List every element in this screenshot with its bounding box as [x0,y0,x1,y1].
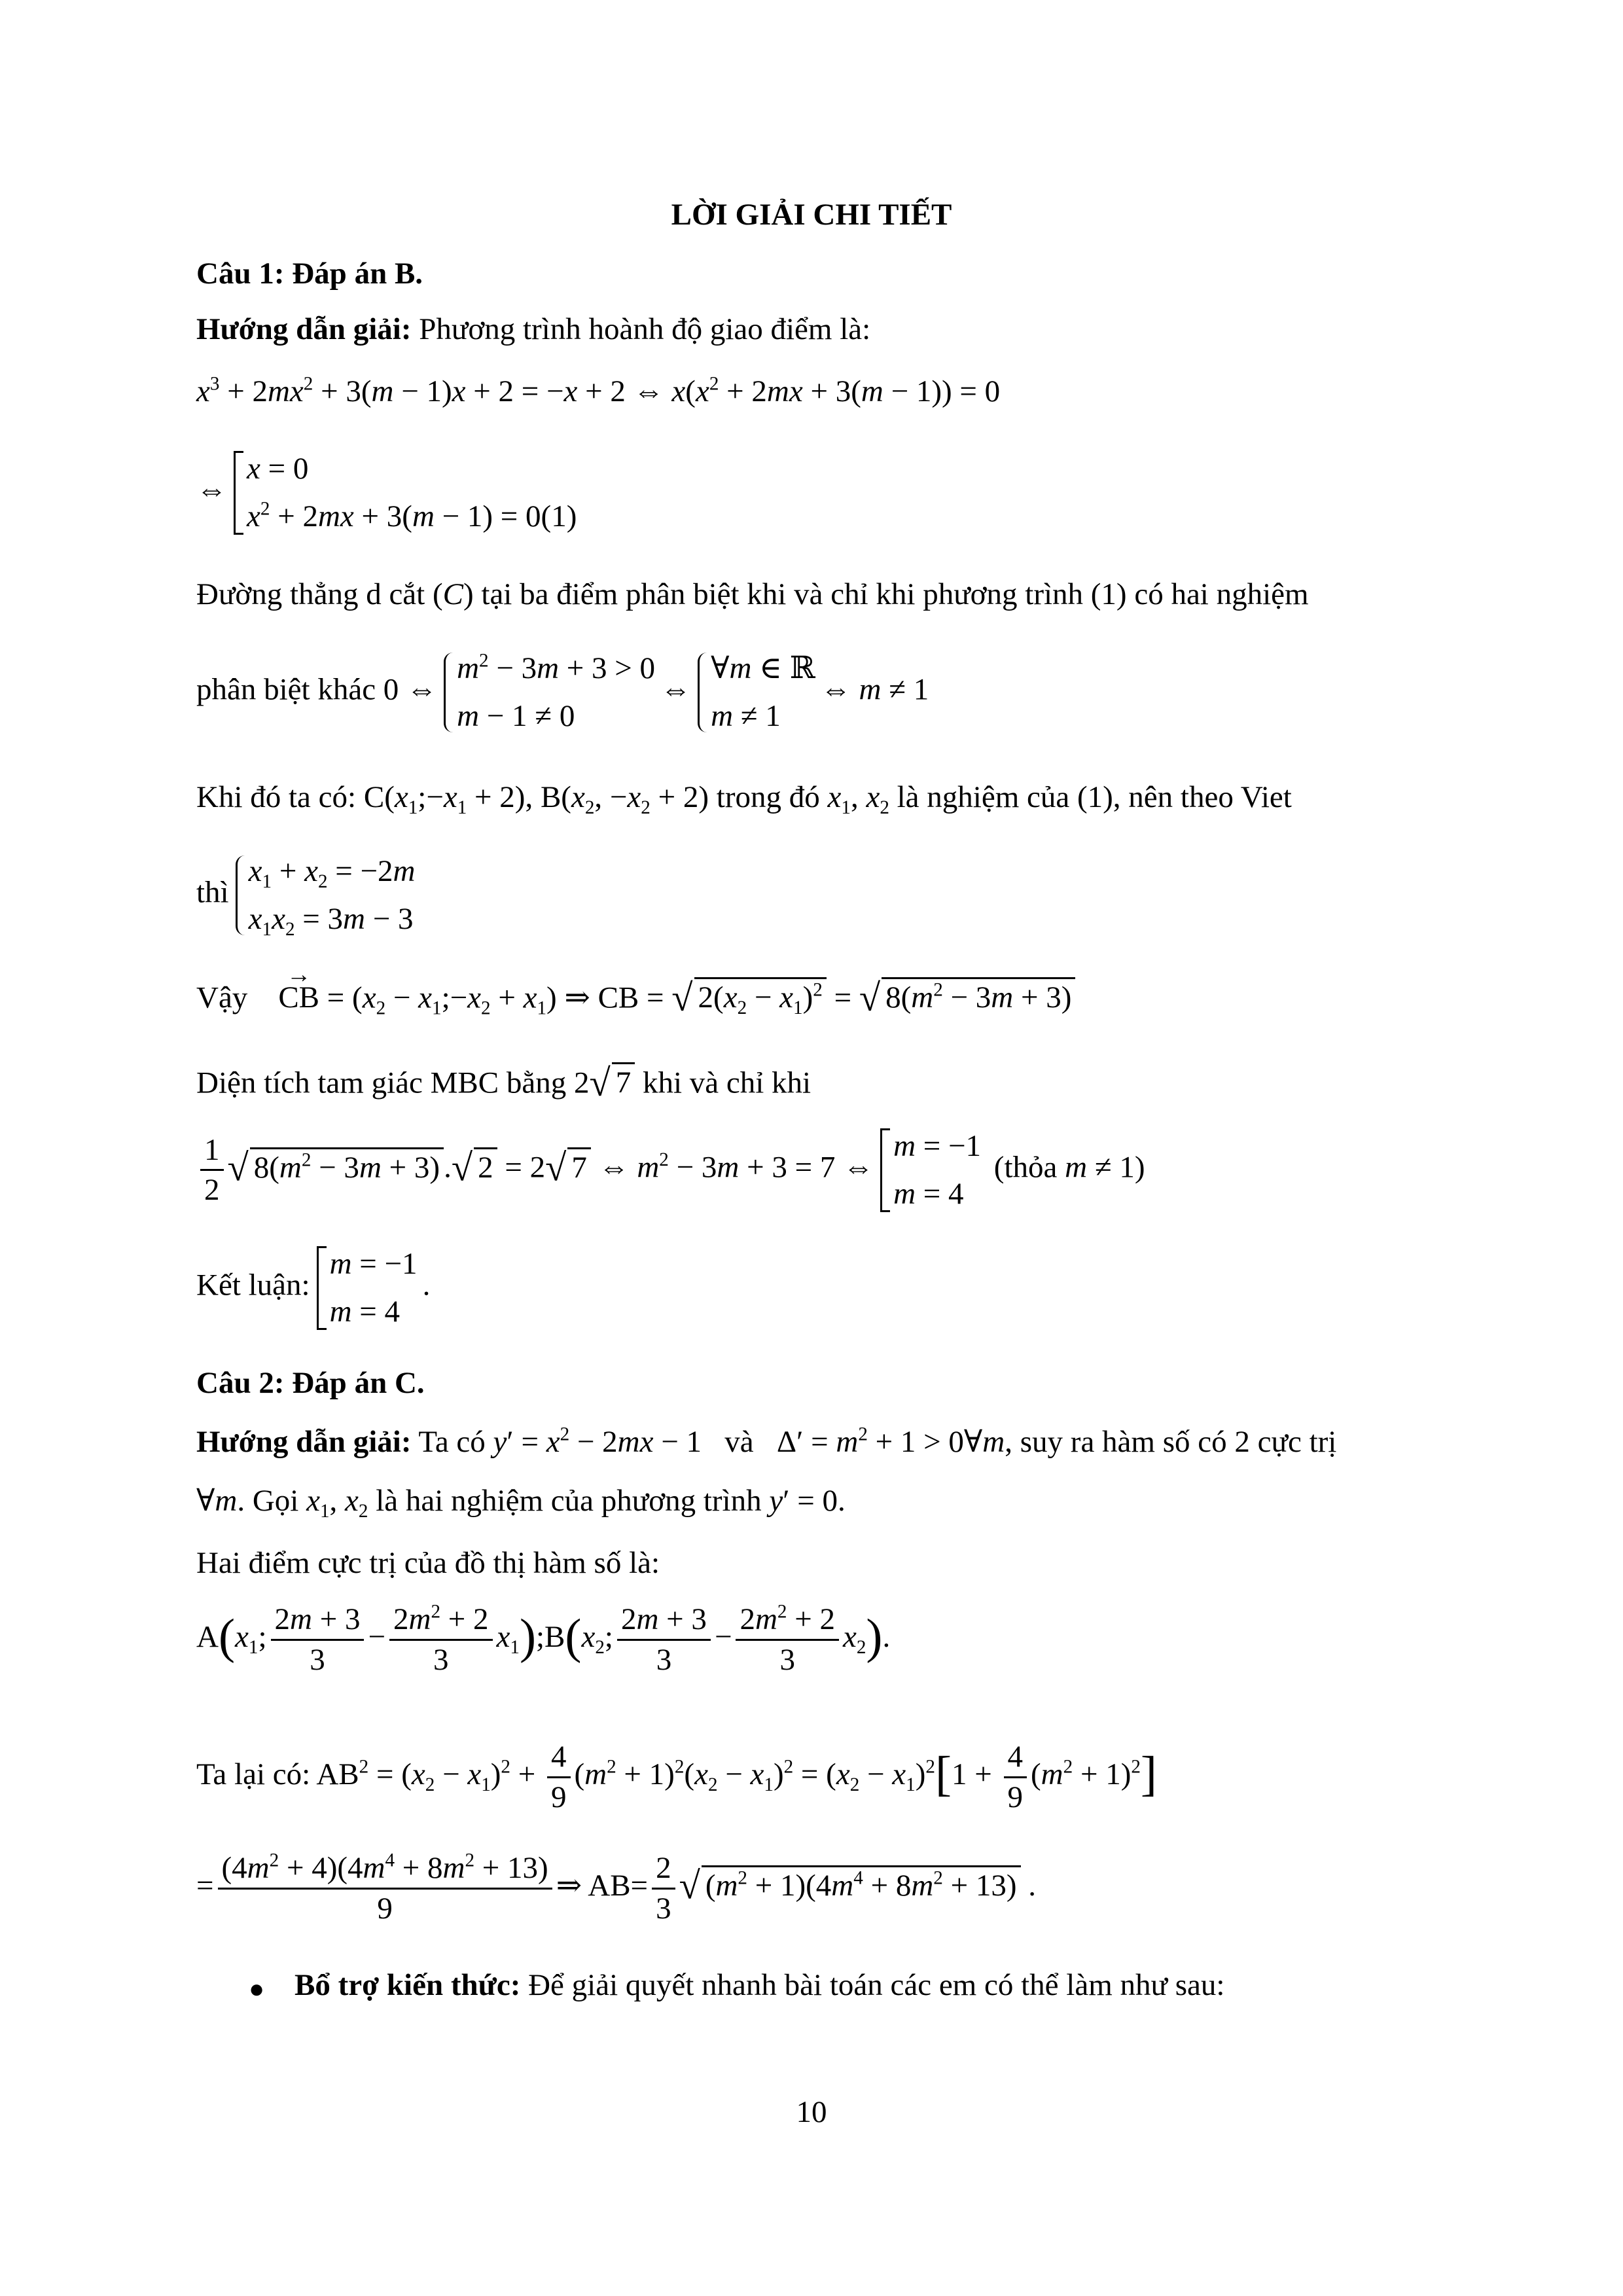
q1-condition-line: phân biệt khác 0 ⇔ $m^2 - 3m + 3 > 0$ m − 1 ≠ 0 ⇔ ∀m ∈ ℝ m ≠ 1 ⇔ m ≠ 1 [196,645,929,740]
q2-ab-squared: Ta lại có: $AB^2 = (x_2 - x_1)^2$ + $\frac{4}{9}$ $(m^2 + 1)^2(x_2 - x_1)^2 = (x_2 - x_1)^2[1$ + $\frac{4}{9}$ $(m^2 + 1)^2$] [196,1738,1157,1817]
q1-heading: Câu 1: Đáp án B. [196,257,423,291]
page-title: LỜI GIẢI CHI TIẾT [671,198,952,232]
q1-area-line: Diện tích tam giác MBC bằng 2√ 7 khi và chỉ khi [196,1062,812,1104]
q1-vector-line: Vậy CB → = ($x_2$ − $x_1;-x_2 + x_1$) ⇒ CB = √ $2(x_2 - x_1)^2$ = √ $8(m^2 - 3m + 3)$ [196,975,1075,1022]
q1-conclusion: Kết luận: m = −1 m = 4 . [196,1240,430,1336]
q2-roots-line: ∀m. Gọi $x_1$, $x_2$ là hai nghiệm của phương trình y′ = 0. [196,1484,846,1522]
q2-extrema-points: $A(x_1$; $\frac{2m + 3}{3}$ − $\frac{2m^2 + 2}{3}$ $x_1);B(x_2$; $\frac{2m + 3}{3}$ − $\frac{2m^2 + 2}{3}$ $x_2$). [196,1601,891,1677]
q1-area-equation: $\frac{1}{2}$ √ $8(m^2 - 3m + 3)$ .√ 2 = 2√ 7 ⇔ $m^2 - 3m + 3 = 7$ ⇔ m = −1 m = 4 (thỏa m ≠ 1) [196,1122,1145,1218]
q1-guide [196,311,870,348]
q1-equation-2: ⇔ x = 0 $x^2 + 2mx + 3(m - 1) = 0(1)$ [196,445,582,541]
q2-guide-line: Hướng dẫn giải: Ta có $y' = x^2 - 2mx - 1$ và $\Delta' = m^2 + 1$ > 0∀m, suy ra hàm số có 2 cực trị [196,1424,1337,1459]
q1-guide-label: Hướng dẫn giải: [196,312,412,346]
page-number: 10 [796,2095,827,2129]
q1-points-line: Khi đó ta có: $C(x_1;-x_1 + 2)$, $B(x_2$, $-x_2 + 2$) trong đó $x_1$, $x_2$ là nghiệm của (1), nên theo Viet [196,780,1292,819]
q1-cut-line: Đường thẳng d cắt (C) tại ba điểm phân biệt khi và chỉ khi phương trình (1) có hai nghiệm [196,577,1309,611]
q2-support-line: Bổ trợ kiến thức: Để giải quyết nhanh bài toán các em có thể làm như sau: [294,1968,1225,2002]
bullet-icon: ● [249,1974,265,2003]
q2-ab-result: = $\frac{(4m^2 + 4)(4m^4 + 8m^2 + 13)}{9}$ ⇒ AB= $\frac{2}{3}$ √ $(m^2 + 1)(4m^4 + 8m^2 + 13)$ . [196,1850,1037,1926]
q1-guide-text: Phương trình hoành độ giao điểm là: [419,312,871,346]
q2-heading: Câu 2: Đáp án C. [196,1366,425,1400]
q1-viet-system: thì $x_1 + x_2 = -2m$ $x_1x_2 = 3m - 3$ [196,848,420,943]
q1-equation-1: $x^3 + 2mx^2 + 3(m - 1)x + 2 = -x + 2$ ⇔ $x(x^2 + 2mx + 3(m - 1)) = 0$ [196,373,1001,408]
q2-extrema-text: Hai điểm cực trị của đồ thị hàm số là: [196,1546,660,1580]
